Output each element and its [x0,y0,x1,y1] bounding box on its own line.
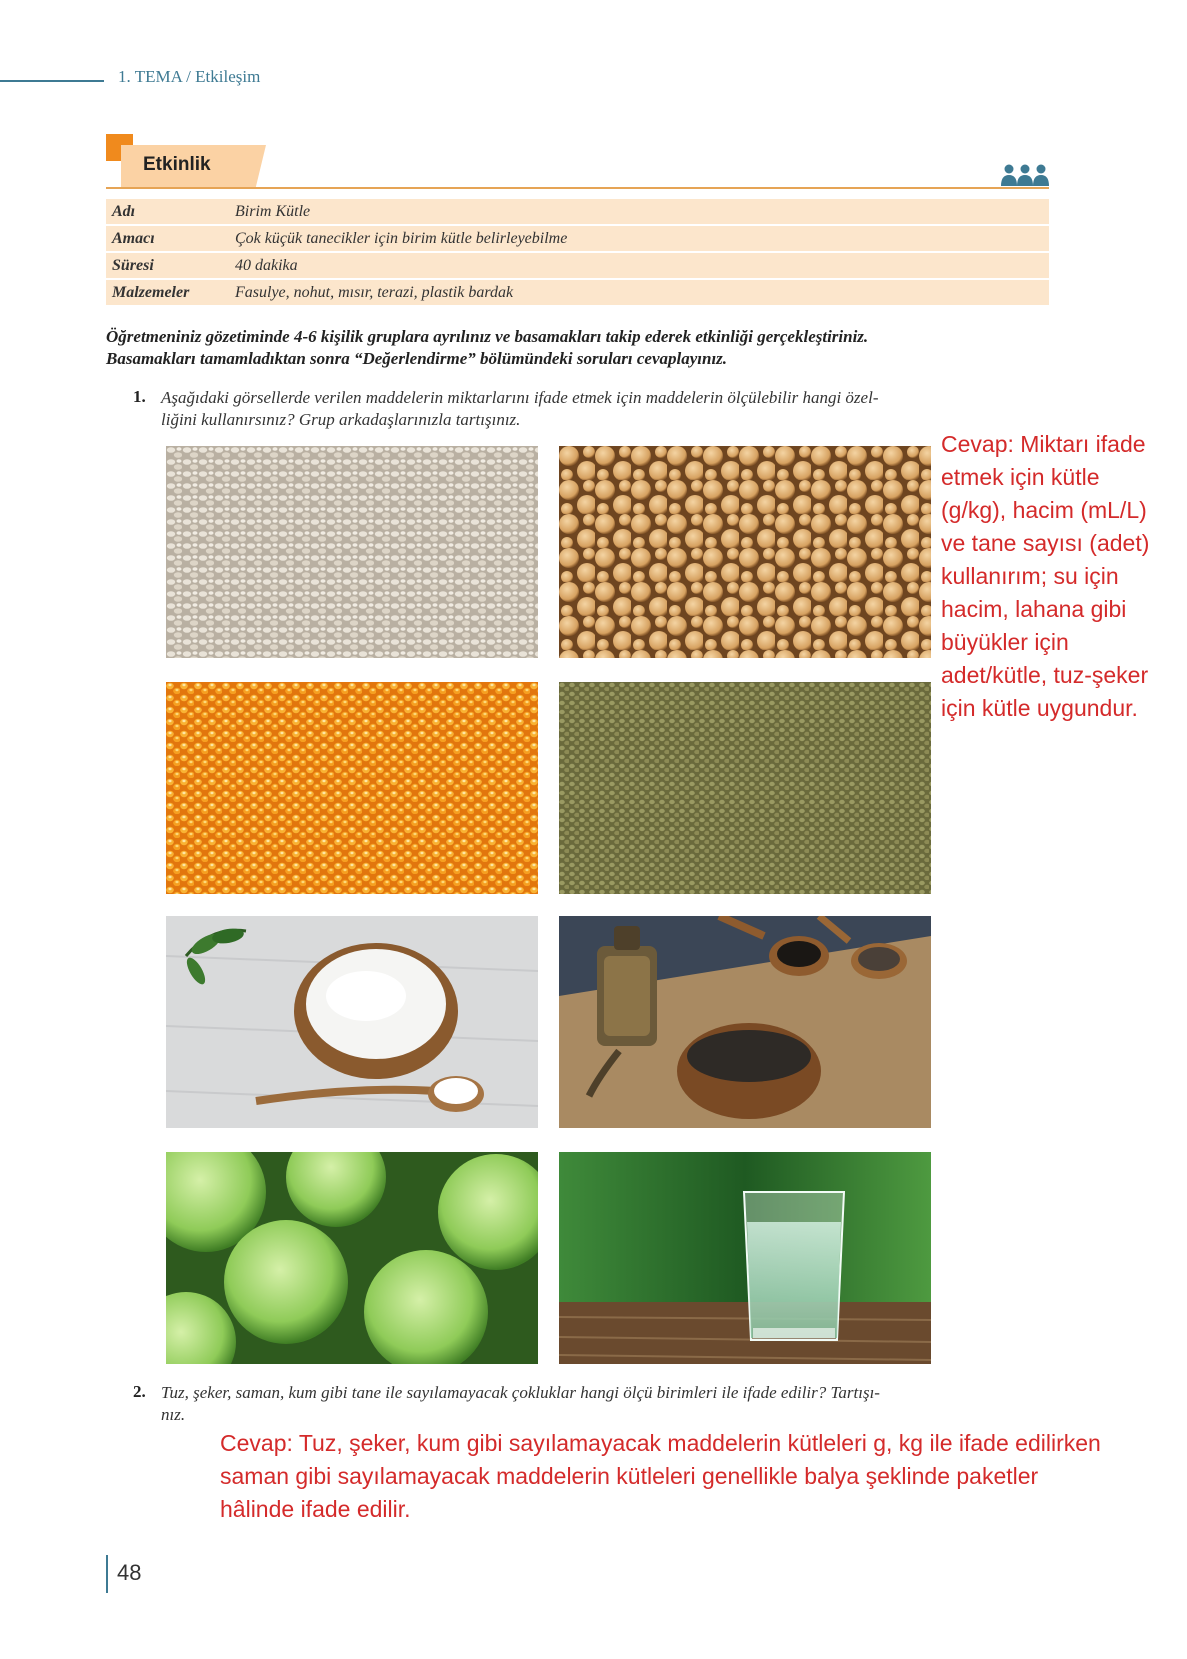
footer-rule [106,1555,108,1593]
water-glass-photo [559,1152,931,1364]
answer-1-line: kullanırım; su için [941,563,1119,589]
info-value: Fasulye, nohut, mısır, terazi, plastik bardak [235,283,514,301]
info-row-duration [106,253,1049,280]
info-key: Amacı [112,229,155,247]
question-2-text [161,1382,1041,1426]
answer-1-line: etmek için kütle [941,464,1100,490]
salt-bowl-photo [166,916,538,1128]
question-1-line-1: Aşağıdaki görsellerde verilen maddelerin miktarlarını ifade etmek için maddelerin ölçülebilir hangi özel- [161,388,879,407]
answer-2 [220,1427,1170,1526]
corn-kernels-photo [166,682,538,894]
answer-2-line: hâlinde ifade edilir. [220,1496,411,1522]
chickpeas-photo [559,446,931,658]
answer-1-line: (g/kg), hacim (mL/L) [941,497,1147,523]
header-rule [0,80,104,82]
instruction-line-1: Öğretmeniniz gözetiminde 4-6 kişilik gruplara ayrılınız ve basamakları takip ederek etkinliği gerçekleştiriniz. [106,327,869,346]
info-value: 40 dakika [235,256,298,274]
question-2-line-1: Tuz, şeker, saman, kum gibi tane ile sayılamayacak çokluklar hangi ölçü birimleri ile ifade edilir? Tartışı- [161,1383,880,1402]
info-row-materials [106,280,1049,307]
info-row-purpose [106,226,1049,253]
question-2-number: 2. [133,1382,146,1401]
answer-1-line: ve tane sayısı (adet) [941,530,1150,556]
answer-1-line: büyükler için [941,629,1069,655]
answer-1-line: adet/kütle, tuz-şeker [941,662,1149,688]
answer-1-line: hacim, lahana gibi [941,596,1127,622]
answer-1-line: için kütle uygundur. [941,695,1138,721]
answer-2-line: Cevap: Tuz, şeker, kum gibi sayılamayacak maddelerin kütleleri g, kg ile ifade edilirken [220,1430,1101,1456]
activity-label: Etkinlik [143,154,211,175]
white-beans-photo [166,446,538,658]
question-2-line-2: nız. [161,1405,186,1424]
answer-1 [941,428,1181,725]
instruction-text [106,326,1051,370]
question-1-text [161,387,1041,431]
instruction-line-2: Basamakları tamamladıktan sonra “Değerlendirme” bölümündeki soruları cevaplayınız. [106,349,728,368]
theme-title: 1. TEMA / Etkileşim [118,67,261,86]
cabbages-photo [166,1152,538,1364]
activity-info-table [106,199,1049,307]
info-key: Adı [112,202,136,220]
answer-1-line: Cevap: Miktarı ifade [941,431,1146,457]
question-1-line-2: liğini kullanırsınız? Grup arkadaşlarınızla tartışınız. [161,410,521,429]
info-value: Birim Kütle [235,202,311,220]
group-people-icon [1000,162,1050,188]
activity-rule [106,187,1049,189]
info-key: Malzemeler [112,283,190,301]
info-row-name [106,199,1049,226]
info-value: Çok küçük tanecikler için birim kütle belirleyebilme [235,229,568,247]
page-number: 48 [117,1560,142,1585]
pepper-grinder-photo [559,916,931,1128]
question-1-number: 1. [133,387,146,406]
info-key: Süresi [112,256,154,274]
answer-2-line: saman gibi sayılamayacak maddelerin kütleleri genellikle balya şeklinde paketler [220,1463,1039,1489]
lentils-photo [559,682,931,894]
